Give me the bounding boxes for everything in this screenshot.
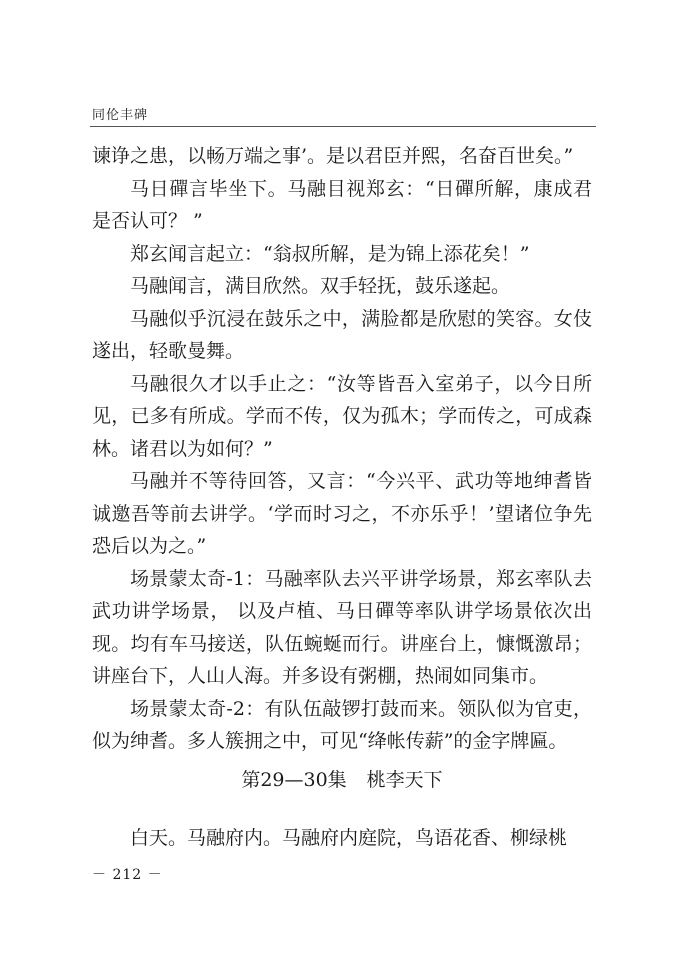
paragraph: 马融并不等待回答，又言：“今兴平、武功等地绅耆皆诚邀吾等前去讲学。‘学而时习之，不亦乐乎！’望诸位争先恐后以为之。” bbox=[92, 470, 592, 557]
section-heading bbox=[92, 765, 592, 792]
body-text bbox=[92, 140, 592, 758]
paragraph: 场景蒙太奇-1：马融率队去兴平讲学场景，郑玄率队去武功讲学场景， 以及卢植、马日磾等率队讲学场景依次出现。均有车马接送，队伍蜿蜒而行。讲座台上，慷慨激昂；讲座台下，人山人海。并多设有粥棚，热闹如同集市。 bbox=[92, 567, 592, 687]
episode-label: 第29—30集 bbox=[241, 769, 347, 791]
paragraph: 马融很久才以手止之：“汝等皆吾入室弟子，以今日所见，已多有所成。学而不传，仅为孤木；学而传之，可成森林。诸君以为如何？” bbox=[92, 372, 592, 460]
paragraph: 马日磾言毕坐下。马融目视郑玄：“日磾所解，康成君是否认可？ ” bbox=[92, 177, 592, 232]
paragraph: 马融闻言，满目欣然。双手轻抚，鼓乐遂起。 bbox=[130, 275, 511, 297]
paragraph: 场景蒙太奇-2：有队伍敲锣打鼓而来。领队似为官吏，似为绅耆。多人簇拥之中，可见“绛帐传薪”的金字牌匾。 bbox=[92, 697, 592, 752]
section-name: 桃李天下 bbox=[366, 769, 443, 791]
paragraph: 郑玄闻言起立：“翁叔所解，是为锦上添花矣！” bbox=[130, 242, 530, 265]
paragraph: 谏诤之患，以畅万端之事’。是以君臣并熙，名奋百世矣。” bbox=[92, 145, 574, 167]
paragraph: 白天。马融府内。马融府内庭院，鸟语花香、柳绿桃 bbox=[130, 827, 568, 849]
page-number: － 212 － bbox=[92, 867, 163, 883]
paragraph: 马融似乎沉浸在鼓乐之中，满脸都是欣慰的笑容。女伎遂出，轻歌曼舞。 bbox=[92, 307, 592, 362]
running-header: 同伦丰碑 bbox=[92, 108, 149, 123]
header-divider bbox=[90, 126, 596, 127]
